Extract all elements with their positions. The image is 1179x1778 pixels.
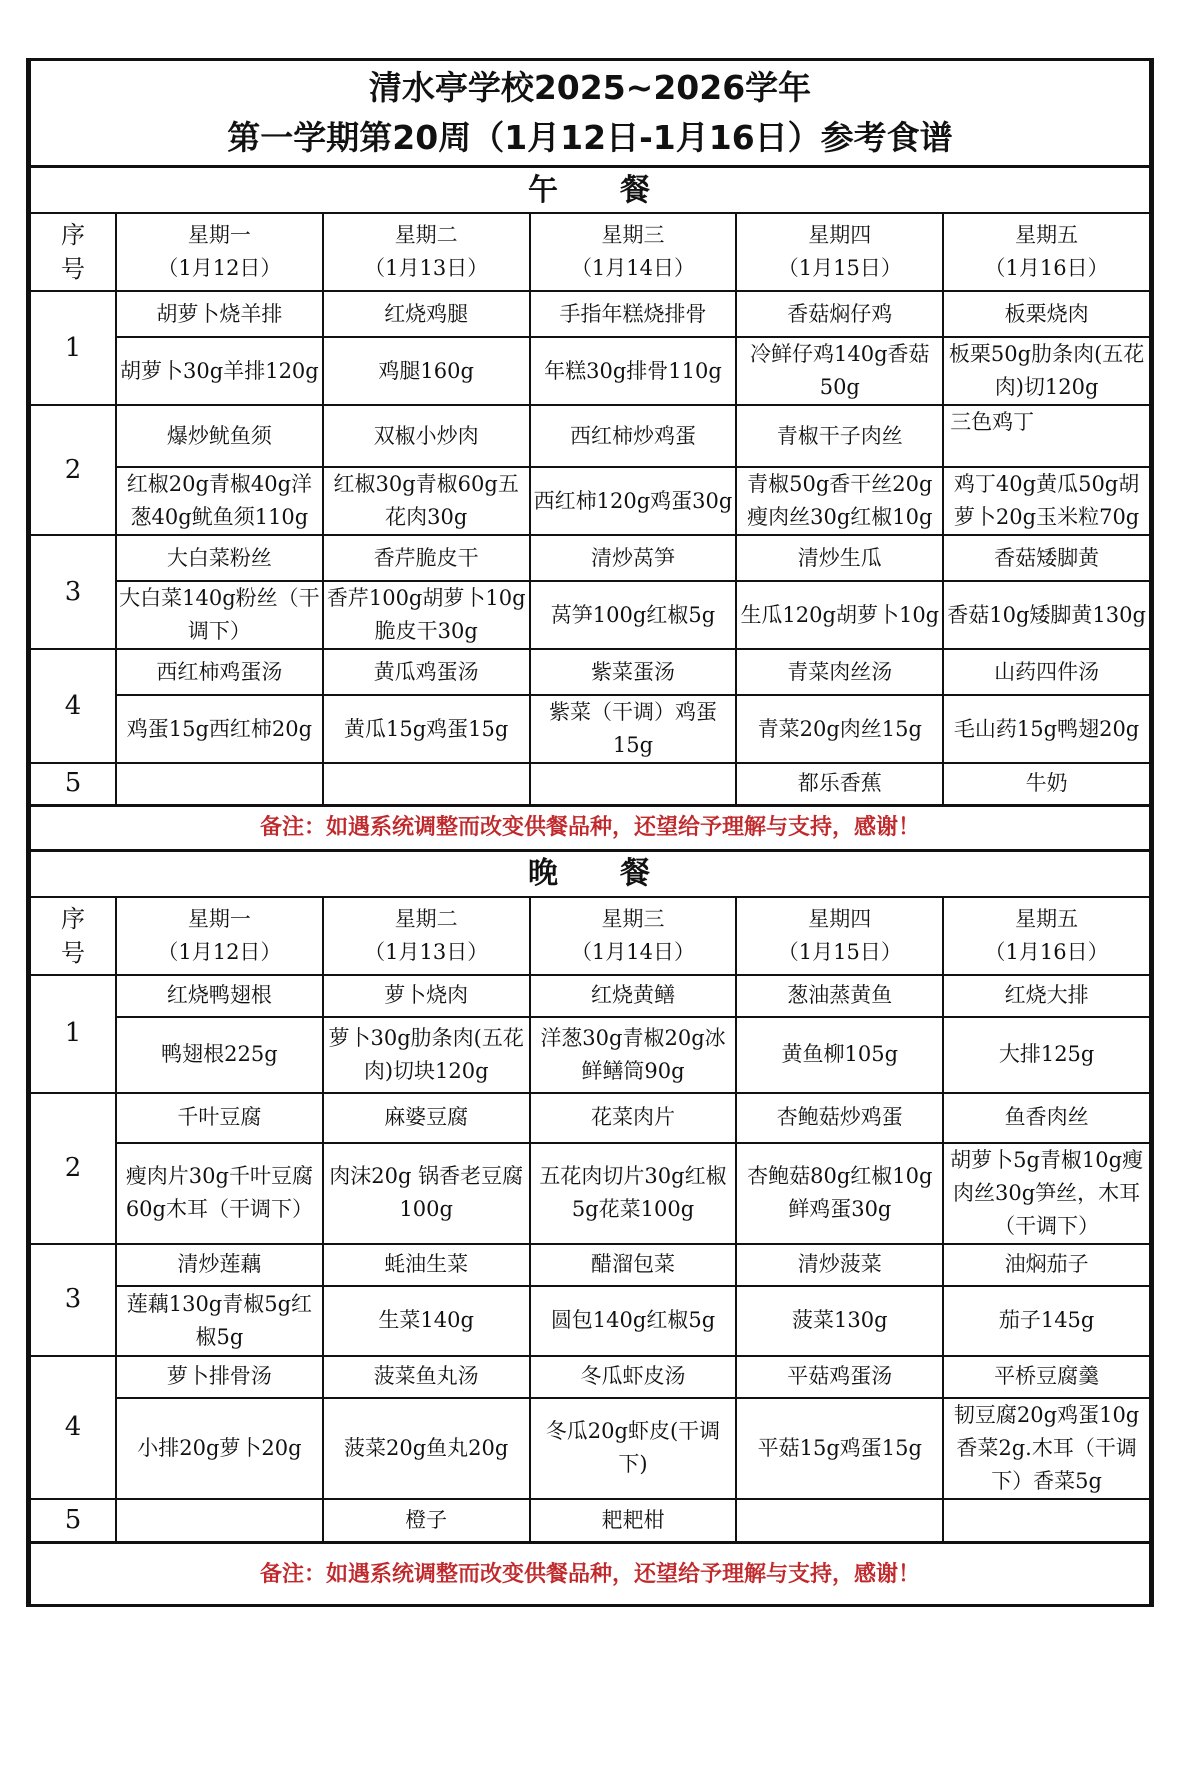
day-header-thu: 星期四 （1月15日） (736, 213, 943, 291)
lunch-row-2-dish (30, 405, 1150, 467)
fruit-cell: 耙耙柑 (530, 1499, 737, 1543)
ingredient-cell: 冷鲜仔鸡140g香菇50g (736, 337, 943, 405)
ingredient-cell: 香菇10g矮脚黄130g (943, 581, 1150, 649)
dish-cell: 萝卜排骨汤 (116, 1356, 323, 1398)
ingredient-cell: 韧豆腐20g鸡蛋10g香菜2g.木耳（干调下）香菜5g (943, 1398, 1150, 1499)
fruit-cell (736, 1499, 943, 1543)
dish-cell: 清炒莲藕 (116, 1244, 323, 1286)
lunch-row-2-ingredients (30, 467, 1150, 535)
ingredient-cell: 大排125g (943, 1017, 1150, 1093)
ingredient-cell: 茄子145g (943, 1286, 1150, 1356)
lunch-day-header-row (30, 213, 1150, 291)
dinner-note: 备注：如遇系统调整而改变供餐品种，还望给予理解与支持，感谢！ (30, 1543, 1150, 1605)
lunch-row-4-dish (30, 649, 1150, 695)
lunch-label-a: 午 (528, 172, 560, 208)
dinner-row-4-dish (30, 1356, 1150, 1398)
dish-cell: 千叶豆腐 (116, 1093, 323, 1143)
dinner-seq-4: 4 (30, 1356, 116, 1499)
dish-cell: 平桥豆腐羹 (943, 1356, 1150, 1398)
ingredient-cell: 冬瓜20g虾皮(干调下) (530, 1398, 737, 1499)
dish-cell: 清炒菠菜 (736, 1244, 943, 1286)
ingredient-cell: 菠菜130g (736, 1286, 943, 1356)
lunch-seq-5: 5 (30, 763, 116, 805)
ingredient-cell: 莴笋100g红椒5g (530, 581, 737, 649)
ingredient-cell: 萝卜30g肋条肉(五花肉)切块120g (323, 1017, 530, 1093)
ingredient-cell: 生菜140g (323, 1286, 530, 1356)
ingredient-cell: 鸭翅根225g (116, 1017, 323, 1093)
dish-cell: 菠菜鱼丸汤 (323, 1356, 530, 1398)
dinner-seq-3: 3 (30, 1244, 116, 1356)
dish-cell: 爆炒鱿鱼须 (116, 405, 323, 467)
dish-cell: 清炒莴笋 (530, 535, 737, 581)
title-line-2: 第一学期第20周（1月12日-1月16日）参考食谱 (227, 118, 953, 157)
ingredient-cell: 鸡蛋15g西红柿20g (116, 695, 323, 763)
dinner-label-a: 晚 (528, 856, 560, 891)
ingredient-cell: 香芹100g胡萝卜10g脆皮干30g (323, 581, 530, 649)
seq-header: 序 号 (30, 897, 116, 975)
dish-cell: 香芹脆皮干 (323, 535, 530, 581)
dinner-row-3-dish (30, 1244, 1150, 1286)
fruit-cell: 橙子 (323, 1499, 530, 1543)
lunch-row-3-ingredients (30, 581, 1150, 649)
day-header-thu: 星期四 （1月15日） (736, 897, 943, 975)
dish-cell: 冬瓜虾皮汤 (530, 1356, 737, 1398)
fruit-cell (943, 1499, 1150, 1543)
menu-table (29, 61, 1151, 1604)
dish-cell: 板栗烧肉 (943, 291, 1150, 337)
dish-cell: 香菇矮脚黄 (943, 535, 1150, 581)
ingredient-cell: 胡萝卜5g青椒10g瘦肉丝30g笋丝，木耳（干调下） (943, 1143, 1150, 1244)
dinner-row-2-dish (30, 1093, 1150, 1143)
ingredient-cell: 杏鲍菇80g红椒10g鲜鸡蛋30g (736, 1143, 943, 1244)
dish-cell: 西红柿炒鸡蛋 (530, 405, 737, 467)
ingredient-cell: 鸡丁40g黄瓜50g胡萝卜20g玉米粒70g (943, 467, 1150, 535)
ingredient-cell: 莲藕130g青椒5g红椒5g (116, 1286, 323, 1356)
day-header-tue: 星期二 （1月13日） (323, 897, 530, 975)
ingredient-cell: 毛山药15g鸭翅20g (943, 695, 1150, 763)
dinner-day-header-row (30, 897, 1150, 975)
ingredient-cell: 西红柿120g鸡蛋30g (530, 467, 737, 535)
ingredient-cell: 圆包140g红椒5g (530, 1286, 737, 1356)
dish-cell: 紫菜蛋汤 (530, 649, 737, 695)
ingredient-cell: 年糕30g排骨110g (530, 337, 737, 405)
dinner-row-3-ingredients (30, 1286, 1150, 1356)
lunch-seq-3: 3 (30, 535, 116, 649)
dish-cell: 黄瓜鸡蛋汤 (323, 649, 530, 695)
dinner-seq-1: 1 (30, 975, 116, 1093)
dish-cell: 红烧大排 (943, 975, 1150, 1017)
lunch-note: 备注：如遇系统调整而改变供餐品种，还望给予理解与支持，感谢！ (30, 805, 1150, 850)
dinner-row-1-dish (30, 975, 1150, 1017)
ingredient-cell: 黄鱼柳105g (736, 1017, 943, 1093)
lunch-note-row (30, 805, 1150, 850)
dish-cell: 山药四件汤 (943, 649, 1150, 695)
dinner-section-header (30, 850, 1150, 897)
day-header-fri: 星期五 （1月16日） (943, 897, 1150, 975)
lunch-section-header (30, 167, 1150, 214)
ingredient-cell: 紫菜（干调）鸡蛋15g (530, 695, 737, 763)
ingredient-cell: 青椒50g香干丝20g瘦肉丝30g红椒10g (736, 467, 943, 535)
dish-cell: 红烧鸭翅根 (116, 975, 323, 1017)
dish-cell: 胡萝卜烧羊排 (116, 291, 323, 337)
ingredient-cell: 洋葱30g青椒20g冰鲜鳝筒90g (530, 1017, 737, 1093)
day-header-wed: 星期三 （1月14日） (530, 897, 737, 975)
dish-cell: 萝卜烧肉 (323, 975, 530, 1017)
lunch-label-b: 餐 (620, 172, 652, 208)
dish-cell: 西红柿鸡蛋汤 (116, 649, 323, 695)
dish-cell: 青椒干子肉丝 (736, 405, 943, 467)
ingredient-cell: 鸡腿160g (323, 337, 530, 405)
dinner-seq-2: 2 (30, 1093, 116, 1244)
dish-cell: 三色鸡丁 (943, 405, 1150, 467)
ingredient-cell: 青菜20g肉丝15g (736, 695, 943, 763)
dish-cell: 红烧黄鳝 (530, 975, 737, 1017)
dish-cell: 青菜肉丝汤 (736, 649, 943, 695)
ingredient-cell: 瘦肉片30g千叶豆腐60g木耳（干调下） (116, 1143, 323, 1244)
day-header-tue: 星期二 （1月13日） (323, 213, 530, 291)
day-header-wed: 星期三 （1月14日） (530, 213, 737, 291)
lunch-seq-2: 2 (30, 405, 116, 535)
dinner-seq-5: 5 (30, 1499, 116, 1543)
fruit-cell (116, 763, 323, 805)
dinner-row-2-ingredients (30, 1143, 1150, 1244)
dinner-note-row (30, 1543, 1150, 1605)
ingredient-cell: 红椒30g青椒60g五花肉30g (323, 467, 530, 535)
ingredient-cell: 红椒20g青椒40g洋葱40g鱿鱼须110g (116, 467, 323, 535)
dish-cell: 醋溜包菜 (530, 1244, 737, 1286)
ingredient-cell: 平菇15g鸡蛋15g (736, 1398, 943, 1499)
ingredient-cell: 肉沫20g 锅香老豆腐100g (323, 1143, 530, 1244)
title-line-1: 清水亭学校2025~2026学年 (368, 68, 812, 107)
fruit-cell (323, 763, 530, 805)
day-header-mon: 星期一 （1月12日） (116, 213, 323, 291)
dish-cell: 平菇鸡蛋汤 (736, 1356, 943, 1398)
ingredient-cell: 菠菜20g鱼丸20g (323, 1398, 530, 1499)
dish-cell: 鱼香肉丝 (943, 1093, 1150, 1143)
fruit-cell: 都乐香蕉 (736, 763, 943, 805)
fruit-cell (530, 763, 737, 805)
dinner-row-1-ingredients (30, 1017, 1150, 1093)
lunch-seq-1: 1 (30, 291, 116, 405)
lunch-row-3-dish (30, 535, 1150, 581)
lunch-row-4-ingredients (30, 695, 1150, 763)
dish-cell: 大白菜粉丝 (116, 535, 323, 581)
dinner-row-4-ingredients (30, 1398, 1150, 1499)
day-header-fri: 星期五 （1月16日） (943, 213, 1150, 291)
ingredient-cell: 小排20g萝卜20g (116, 1398, 323, 1499)
dish-cell: 花菜肉片 (530, 1093, 737, 1143)
menu-sheet (26, 58, 1154, 1607)
dinner-row-5 (30, 1499, 1150, 1543)
day-header-mon: 星期一 （1月12日） (116, 897, 323, 975)
ingredient-cell: 黄瓜15g鸡蛋15g (323, 695, 530, 763)
dish-cell: 清炒生瓜 (736, 535, 943, 581)
dish-cell: 葱油蒸黄鱼 (736, 975, 943, 1017)
dish-cell: 香菇焖仔鸡 (736, 291, 943, 337)
ingredient-cell: 板栗50g肋条肉(五花肉)切120g (943, 337, 1150, 405)
title-row (30, 61, 1150, 167)
lunch-row-1-ingredients (30, 337, 1150, 405)
ingredient-cell: 胡萝卜30g羊排120g (116, 337, 323, 405)
dinner-label-b: 餐 (620, 856, 652, 891)
seq-header: 序 号 (30, 213, 116, 291)
dish-cell: 双椒小炒肉 (323, 405, 530, 467)
fruit-cell (116, 1499, 323, 1543)
lunch-seq-4: 4 (30, 649, 116, 763)
dish-cell: 油焖茄子 (943, 1244, 1150, 1286)
ingredient-cell: 大白菜140g粉丝（干调下） (116, 581, 323, 649)
dish-cell: 红烧鸡腿 (323, 291, 530, 337)
ingredient-cell: 五花肉切片30g红椒5g花菜100g (530, 1143, 737, 1244)
dish-cell: 麻婆豆腐 (323, 1093, 530, 1143)
lunch-row-1-dish (30, 291, 1150, 337)
dish-cell: 手指年糕烧排骨 (530, 291, 737, 337)
lunch-row-5 (30, 763, 1150, 805)
ingredient-cell: 生瓜120g胡萝卜10g (736, 581, 943, 649)
dish-cell: 杏鲍菇炒鸡蛋 (736, 1093, 943, 1143)
dish-cell: 蚝油生菜 (323, 1244, 530, 1286)
fruit-cell: 牛奶 (943, 763, 1150, 805)
